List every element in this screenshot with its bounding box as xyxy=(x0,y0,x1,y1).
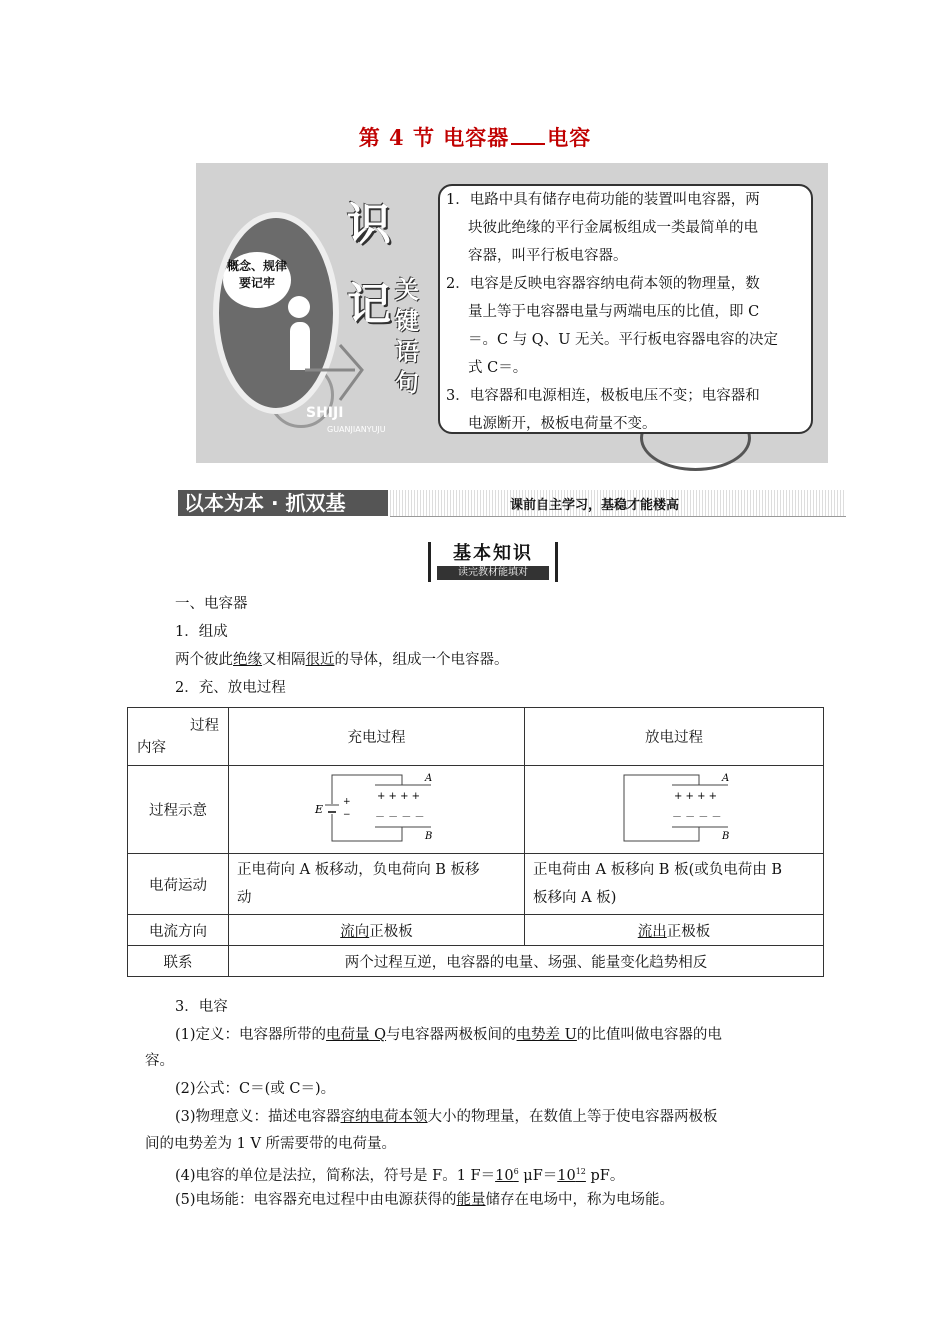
table-cell: 流向正极板 xyxy=(229,915,525,946)
paragraph-continuation: 容。 xyxy=(145,1053,174,1069)
banner-char: 识 xyxy=(347,199,391,250)
subheading: 1．组成 xyxy=(175,624,228,640)
key-point: 1．电路中具有储存电荷功能的装置叫电容器，两 xyxy=(446,192,760,208)
paragraph: (1)定义：电容器所带的电荷量 Q与电容器两极板间的电势差 U的比值叫做电容器的电 xyxy=(175,1027,722,1043)
speech-bubble: 概念、规律 要记牢 xyxy=(223,252,291,308)
section-band-subtitle: 课前自主学习，基稳才能楼高 xyxy=(510,498,680,513)
heading: 一、电容器 xyxy=(175,596,248,612)
title-blank xyxy=(511,129,545,145)
column-header: 充电过程 xyxy=(229,708,525,766)
svg-text:+: + xyxy=(342,796,351,807)
paragraph-continuation: 间的电势差为 1 V 所需要带的电荷量。 xyxy=(145,1136,397,1152)
paragraph: (3)物理意义：描述电容器容纳电荷本领大小的物理量，在数值上等于使电容器两极板 xyxy=(175,1109,718,1125)
svg-text:－ － － －: － － － － xyxy=(672,811,722,823)
table-cell: 流出正极板 xyxy=(525,915,824,946)
svg-text:B: B xyxy=(722,830,730,842)
process-table xyxy=(127,707,824,977)
row-header: 电流方向 xyxy=(128,915,229,946)
paragraph: 两个彼此绝缘又相隔很近的导体，组成一个电容器。 xyxy=(175,652,509,668)
table-cell: 两个过程互逆，电容器的电量、场强、能量变化趋势相反 xyxy=(229,946,824,977)
paragraph: (2)公式：C＝(或 C＝)。 xyxy=(175,1081,336,1097)
key-points-box: 1．电路中具有储存电荷功能的装置叫电容器，两 块彼此绝缘的平行金属板组成一类最简单的电 容器，叫平行板电容器。 2．电容是反映电容器容纳电荷本领的物理量，数 量上等于电容器电量与两端电压的比值，即 C ＝。C 与 Q、U 无关。平行板电容器电容的决定 式 C＝。 3．电容器和电源相连，极板电压不变；电容器和 电源断开，极板电荷量不变。 xyxy=(438,184,813,434)
banner-char: 记 xyxy=(347,279,391,330)
charge-diagram xyxy=(229,766,525,854)
brand-subtext: GUANJIANYUJU xyxy=(327,425,386,434)
row-header: 电荷运动 xyxy=(128,854,229,915)
svg-text:−: − xyxy=(342,809,351,820)
subheading: 3．电容 xyxy=(175,999,228,1015)
svg-text:+ + + +: + + + + xyxy=(674,790,718,802)
basic-knowledge-label: 基本知识 读完教材能填对 xyxy=(428,542,558,582)
table-corner: 过程 内容 xyxy=(128,708,229,766)
svg-text:－ － － －: － － － － xyxy=(374,811,425,823)
charging-circuit-diagram xyxy=(307,769,447,847)
row-header: 过程示意 xyxy=(128,766,229,854)
subheading: 2．充、放电过程 xyxy=(175,680,286,696)
table-cell: 正电荷由 A 板移向 B 板(或负电荷由 B 板移向 A 板) xyxy=(525,854,824,915)
banner-vertical-text: 关 键 语 句 xyxy=(395,276,419,397)
svg-text:B: B xyxy=(424,830,432,842)
paragraph: (5)电场能：电容器充电过程中由电源获得的能量储存在电场中，称为电场能。 xyxy=(175,1192,675,1208)
key-point: 2．电容是反映电容器容纳电荷本领的物理量，数 xyxy=(446,276,760,292)
svg-text:+ + + +: + + + + xyxy=(376,790,420,802)
table-cell: 正电荷向 A 板移动，负电荷向 B 板移 动 xyxy=(229,854,525,915)
section-band-title: 以本为本 · 抓双基 xyxy=(178,490,388,516)
arrow-icon xyxy=(300,330,370,410)
column-header: 放电过程 xyxy=(525,708,824,766)
brand-text: SHIJI xyxy=(306,405,344,421)
person-icon xyxy=(288,296,310,318)
svg-text:A: A xyxy=(722,772,730,784)
discharge-diagram xyxy=(525,766,824,854)
row-header: 联系 xyxy=(128,946,229,977)
discharging-circuit-diagram xyxy=(604,769,744,847)
svg-text:E: E xyxy=(314,802,323,816)
paragraph: (4)电容的单位是法拉，简称法，符号是 F。1 $F=10^6$ $\mu F=10^{12}$ pF。 xyxy=(175,1167,625,1184)
page-title: 第 4 节 电容器 电容 xyxy=(358,125,592,150)
key-point: 3．电容器和电源相连，极板电压不变；电容器和 xyxy=(446,388,760,404)
svg-text:A: A xyxy=(424,772,432,784)
